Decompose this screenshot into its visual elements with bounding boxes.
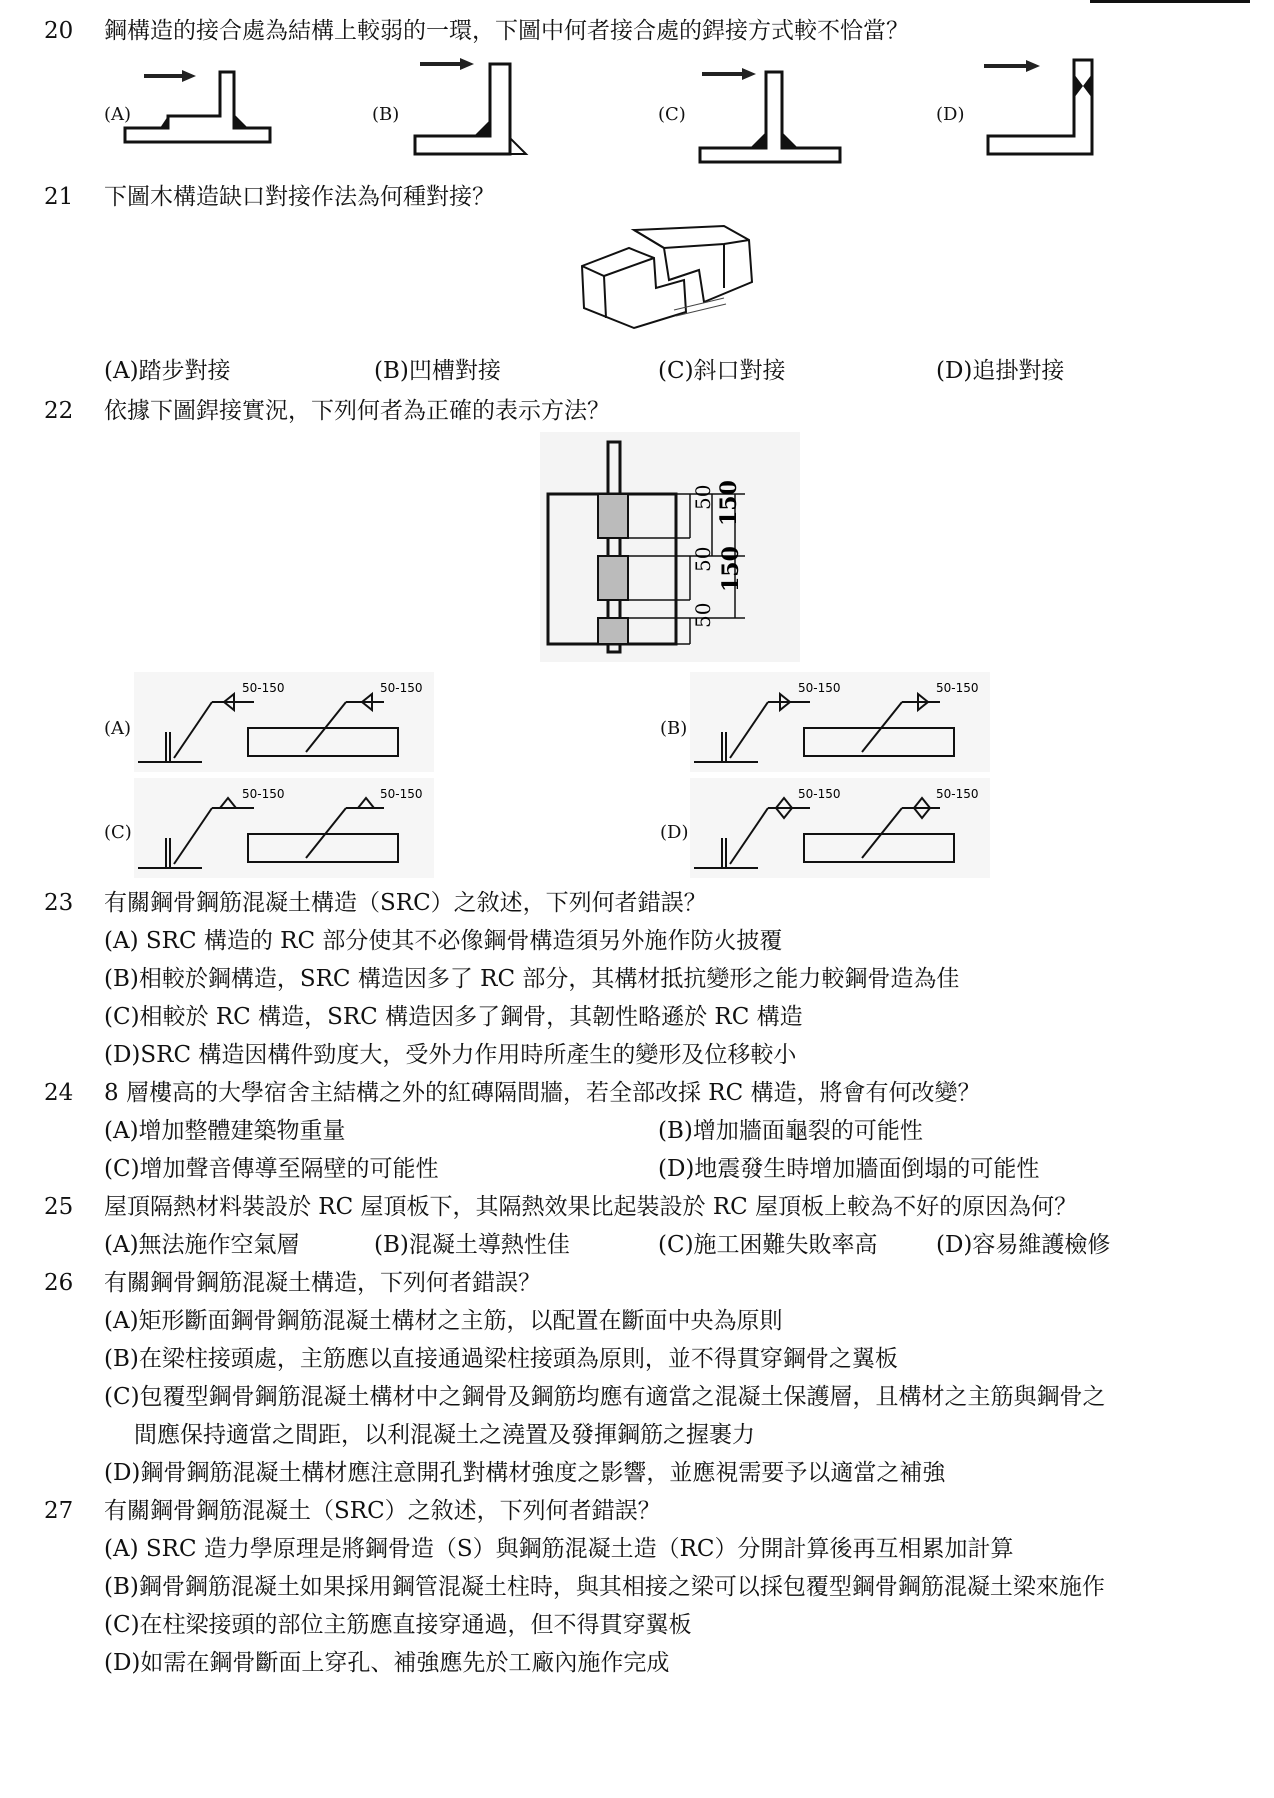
option-c: (C)增加聲音傳導至隔壁的可能性 (104, 1156, 439, 1182)
weld-figure-c (690, 60, 850, 170)
option-c-continued: 間應保持適當之間距，以利混凝土之澆置及發揮鋼筋之握裹力 (134, 1422, 755, 1448)
question-stem: 屋頂隔熱材料裝設於 RC 屋頂板下，其隔熱效果比起裝設於 RC 屋頂板上較為不好的原因為何？ (104, 1194, 1078, 1220)
option-c: (C)在柱梁接頭的部位主筋應直接穿通過，但不得貫穿翼板 (104, 1612, 692, 1638)
option-d-label: (D) (660, 822, 689, 843)
option-d-label: (D) (936, 104, 965, 125)
option-d: (D)鋼骨鋼筋混凝土構材應注意開孔對構材強度之影響，並應視需要予以適當之補強 (104, 1460, 946, 1486)
question-stem: 下圖木構造缺口對接作法為何種對接？ (104, 184, 495, 210)
weld-size-label: 50-150 (798, 681, 841, 695)
dimension-label: 150 (716, 480, 742, 526)
dimension-label: 50 (691, 484, 715, 510)
weld-figure-a (120, 64, 270, 164)
weld-symbol-figure-a (134, 672, 434, 772)
option-b: (B)凹槽對接 (374, 358, 501, 384)
question-stem: 有關鋼骨鋼筋混凝土構造，下列何者錯誤？ (104, 1270, 541, 1296)
option-c: (C)斜口對接 (658, 358, 786, 384)
weld-symbol-figure-c (134, 778, 434, 878)
weld-size-label: 50-150 (242, 787, 285, 801)
question-stem: 有關鋼骨鋼筋混凝土（SRC）之敘述，下列何者錯誤？ (104, 1498, 661, 1524)
option-b-label: (B) (372, 104, 400, 125)
option-a: (A)踏步對接 (104, 358, 231, 384)
question-stem: 鋼構造的接合處為結構上較弱的一環，下圖中何者接合處的銲接方式較不恰當？ (104, 18, 909, 44)
option-d: (D)地震發生時增加牆面倒塌的可能性 (658, 1156, 1040, 1182)
weld-size-label: 50-150 (380, 681, 423, 695)
option-d: (D)SRC 構造因構件勁度大，受外力作用時所產生的變形及位移較小 (104, 1042, 797, 1068)
weld-figure-b (400, 54, 550, 170)
option-c-label: (C) (104, 822, 132, 843)
option-b: (B)在梁柱接頭處，主筋應以直接通過梁柱接頭為原則，並不得貫穿鋼骨之翼板 (104, 1346, 898, 1372)
option-a-label: (A) (104, 104, 132, 125)
option-a: (A)矩形斷面鋼骨鋼筋混凝土構材之主筋，以配置在斷面中央為原則 (104, 1308, 783, 1334)
option-a-label: (A) (104, 718, 132, 739)
dimension-label: 50 (691, 602, 715, 628)
option-b: (B)相較於鋼構造，SRC 構造因多了 RC 部分，其構材抵抗變形之能力較鋼骨造為佳 (104, 966, 960, 992)
weld-size-label: 50-150 (936, 787, 979, 801)
option-a: (A)增加整體建築物重量 (104, 1118, 346, 1144)
question-number: 21 (44, 184, 74, 210)
question-number: 26 (44, 1270, 74, 1296)
option-b-label: (B) (660, 718, 688, 739)
option-b: (B)增加牆面龜裂的可能性 (658, 1118, 923, 1144)
weld-size-label: 50-150 (380, 787, 423, 801)
dimension-label: 150 (718, 546, 744, 592)
weld-figure-d (966, 54, 1126, 174)
option-c: (C)施工困難失敗率高 (658, 1232, 878, 1258)
weld-symbol-figure-d (690, 778, 990, 878)
weld-size-label: 50-150 (936, 681, 979, 695)
question-stem: 有關鋼骨鋼筋混凝土構造（SRC）之敘述，下列何者錯誤？ (104, 890, 707, 916)
intermittent-weld-figure (540, 432, 800, 662)
option-a: (A) SRC 構造的 RC 部分使其不必像鋼骨構造須另外施作防火披覆 (104, 928, 783, 954)
question-number: 20 (44, 18, 74, 44)
question-number: 22 (44, 398, 74, 424)
option-b: (B)鋼骨鋼筋混凝土如果採用鋼管混凝土柱時，與其相接之梁可以採包覆型鋼骨鋼筋混凝土梁來施作 (104, 1574, 1105, 1600)
option-c-label: (C) (658, 104, 686, 125)
option-a: (A)無法施作空氣層 (104, 1232, 300, 1258)
weld-size-label: 50-150 (242, 681, 285, 695)
option-c: (C)相較於 RC 構造，SRC 構造因多了鋼骨，其韌性略遜於 RC 構造 (104, 1004, 803, 1030)
question-number: 23 (44, 890, 74, 916)
option-c: (C)包覆型鋼骨鋼筋混凝土構材中之鋼骨及鋼筋均應有適當之混凝土保護層，且構材之主筋與鋼骨之 (104, 1384, 1106, 1410)
option-a: (A) SRC 造力學原理是將鋼骨造（S）與鋼筋混凝土造（RC）分開計算後再互相累加計算 (104, 1536, 1014, 1562)
question-number: 24 (44, 1080, 74, 1106)
dimension-label: 50 (691, 546, 715, 572)
option-d: (D)如需在鋼骨斷面上穿孔、補強應先於工廠內施作完成 (104, 1650, 670, 1676)
timber-joint-figure (574, 218, 764, 348)
weld-symbol-figure-b (690, 672, 990, 772)
option-d: (D)容易維護檢修 (936, 1232, 1111, 1258)
option-b: (B)混凝土導熱性佳 (374, 1232, 570, 1258)
header-rule (1090, 0, 1250, 3)
question-number: 25 (44, 1194, 74, 1220)
question-number: 27 (44, 1498, 74, 1524)
option-d: (D)追掛對接 (936, 358, 1065, 384)
weld-size-label: 50-150 (798, 787, 841, 801)
question-stem: 依據下圖銲接實況，下列何者為正確的表示方法？ (104, 398, 610, 424)
question-stem: 8 層樓高的大學宿舍主結構之外的紅磚隔間牆，若全部改採 RC 構造，將會有何改變？ (104, 1080, 981, 1106)
